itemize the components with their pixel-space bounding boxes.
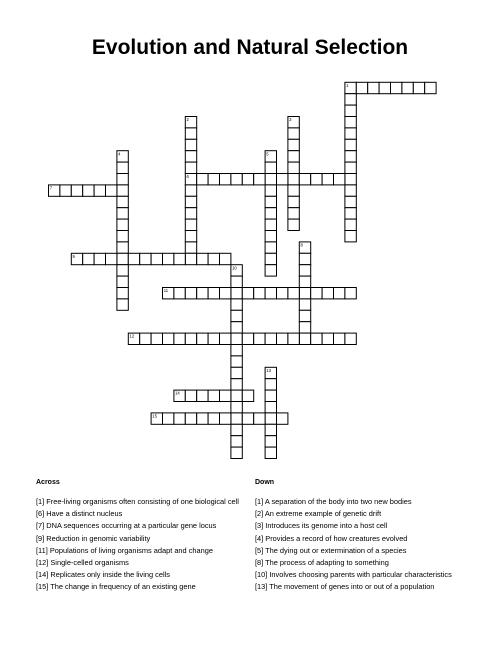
clue-text: The dying out or extermination of a species [263,545,407,555]
grid-cell[interactable] [220,174,231,185]
grid-number: 9 [72,253,75,259]
grid-number: 2 [186,117,189,123]
grid-cell[interactable] [265,390,276,401]
grid-cell[interactable] [220,288,231,299]
clue-number: [14] [36,570,49,580]
grid-number: 1 [346,82,349,88]
grid-number: 6 [186,174,189,180]
grid-cell[interactable] [265,174,276,185]
grid-cell[interactable] [185,128,196,139]
grid-cell[interactable] [288,185,299,196]
clue-text: The movement of genes into or out of a population [267,582,435,592]
grid-cell[interactable] [265,413,276,424]
grid-cell[interactable] [185,253,196,264]
grid-cell[interactable] [402,82,413,93]
grid-cell[interactable] [265,208,276,219]
grid-cell[interactable] [231,288,242,299]
grid-cell[interactable] [197,253,208,264]
grid-cell[interactable] [299,288,310,299]
down-clue [255,570,470,579]
grid-cell[interactable] [242,333,253,344]
grid-cell[interactable] [254,413,265,424]
grid-number: 3 [289,117,292,123]
grid-cell[interactable] [345,174,356,185]
grid-cell[interactable] [185,196,196,207]
grid-cell[interactable] [299,276,310,287]
grid-cell[interactable] [185,208,196,219]
down-clue [255,558,470,567]
across-clue [36,534,251,543]
grid-cell[interactable] [322,288,333,299]
grid-cell[interactable] [185,219,196,230]
grid-cell[interactable] [345,128,356,139]
clue-number: [12] [36,557,49,567]
grid-cell[interactable] [140,253,151,264]
down-clue [255,534,470,543]
grid-cell[interactable] [345,117,356,128]
grid-cell[interactable] [197,174,208,185]
clue-number: [2] [255,509,264,519]
clue-text: Reduction in genomic variability [44,533,151,543]
clue-text: The change in frequency of an existing gene [48,582,196,592]
grid-cell[interactable] [345,139,356,150]
clue-text: Introduces its genome into a host cell [263,521,388,531]
grid-cell[interactable] [174,413,185,424]
grid-cell[interactable] [356,82,367,93]
grid-number: 5 [266,151,269,157]
grid-cell[interactable] [117,185,128,196]
grid-cell[interactable] [265,253,276,264]
grid-cell[interactable] [277,174,288,185]
grid-cell[interactable] [117,162,128,173]
grid-cell[interactable] [299,253,310,264]
grid-cell[interactable] [151,253,162,264]
grid-cell[interactable] [220,253,231,264]
grid-cell[interactable] [345,185,356,196]
grid-cell[interactable] [265,242,276,253]
grid-cell[interactable] [231,379,242,390]
grid-cell[interactable] [311,174,322,185]
grid-cell[interactable] [117,265,128,276]
grid-cell[interactable] [265,333,276,344]
grid-cell[interactable] [311,288,322,299]
grid-cell[interactable] [345,105,356,116]
grid-cell[interactable] [265,219,276,230]
grid-cell[interactable] [117,174,128,185]
grid-cell[interactable] [345,208,356,219]
clue-number: [8] [255,557,264,567]
grid-cell[interactable] [231,356,242,367]
grid-cell[interactable] [117,208,128,219]
grid-cell[interactable] [265,185,276,196]
grid-cell[interactable] [163,253,174,264]
clue-number: [1] [36,497,45,506]
grid-cell[interactable] [151,333,162,344]
grid-cell[interactable] [117,242,128,253]
grid-cell[interactable] [265,424,276,435]
down-clue [255,521,470,530]
grid-cell[interactable] [288,174,299,185]
grid-number: 12 [129,333,135,339]
grid-cell[interactable] [265,447,276,458]
grid-cell[interactable] [220,413,231,424]
grid-cell[interactable] [208,413,219,424]
grid-cell[interactable] [288,128,299,139]
grid-cell[interactable] [185,139,196,150]
grid-cell[interactable] [185,333,196,344]
grid-cell[interactable] [265,379,276,390]
across-clue [36,497,251,506]
clue-number: [9] [36,533,45,543]
grid-cell[interactable] [83,185,94,196]
clue-text: The process of adapting to something [263,557,389,567]
across-clue [36,546,251,555]
grid-cell[interactable] [106,253,117,264]
grid-cell[interactable] [345,288,356,299]
grid-cell[interactable] [117,231,128,242]
grid-cell[interactable] [265,162,276,173]
grid-number: 14 [175,390,180,396]
grid-cell[interactable] [231,413,242,424]
clue-number: [6] [36,509,45,519]
clue-text: An extreme example of genetic drift [263,509,382,519]
grid-cell[interactable] [288,288,299,299]
down-clue-list [255,497,470,595]
grid-cell[interactable] [60,185,71,196]
grid-number: 4 [118,151,121,157]
grid-cell[interactable] [288,139,299,150]
grid-cell[interactable] [345,151,356,162]
grid-cell[interactable] [185,231,196,242]
grid-cell[interactable] [185,288,196,299]
grid-cell[interactable] [265,402,276,413]
grid-cell[interactable] [265,231,276,242]
grid-cell[interactable] [231,333,242,344]
clue-text: Provides a record of how creatures evolved [263,533,408,543]
grid-cell[interactable] [231,276,242,287]
grid-cell[interactable] [288,219,299,230]
across-clue [36,558,251,567]
grid-cell[interactable] [185,242,196,253]
grid-cell[interactable] [345,196,356,207]
grid-cell[interactable] [311,333,322,344]
clue-text: A separation of the body into two new bodies [263,497,412,506]
clue-number: [11] [36,545,48,555]
clue-text: DNA sequences occurring at a particular gene locus [44,521,217,531]
grid-cell[interactable] [277,333,288,344]
clue-number: [13] [255,582,268,592]
grid-cell[interactable] [231,345,242,356]
grid-cell[interactable] [242,413,253,424]
grid-cell[interactable] [231,322,242,333]
grid-cell[interactable] [299,299,310,310]
grid-cell[interactable] [231,424,242,435]
grid-cell[interactable] [185,390,196,401]
grid-cell[interactable] [208,333,219,344]
grid-cell[interactable] [128,253,139,264]
grid-cell[interactable] [220,333,231,344]
grid-cell[interactable] [185,185,196,196]
grid-cell[interactable] [94,253,105,264]
grid-cell[interactable] [117,219,128,230]
clue-text: Populations of living organisms adapt and change [47,545,213,555]
grid-cell[interactable] [288,196,299,207]
grid-cell[interactable] [71,185,82,196]
grid-cell[interactable] [174,253,185,264]
grid-cell[interactable] [231,310,242,321]
grid-cell[interactable] [345,162,356,173]
down-clue [255,582,470,591]
grid-cell[interactable] [208,288,219,299]
grid-cell[interactable] [288,208,299,219]
grid-cell[interactable] [94,185,105,196]
clue-text: Involves choosing parents with particular characteristics [267,570,452,580]
grid-cell[interactable] [288,333,299,344]
across-clue [36,521,251,530]
grid-cell[interactable] [288,162,299,173]
grid-cell[interactable] [379,82,390,93]
grid-cell[interactable] [220,390,231,401]
grid-cell[interactable] [299,310,310,321]
grid-cell[interactable] [288,151,299,162]
grid-cell[interactable] [117,288,128,299]
grid-cell[interactable] [242,288,253,299]
grid-cell[interactable] [322,333,333,344]
grid-cell[interactable] [299,174,310,185]
grid-cell[interactable] [231,174,242,185]
grid-cell[interactable] [163,333,174,344]
clue-text: Free-living organisms often consisting of one biological cell [44,497,239,506]
down-clue [255,509,470,518]
across-clue [36,582,251,591]
clue-number: [10] [255,570,268,580]
grid-cell[interactable] [425,82,436,93]
grid-cell[interactable] [277,413,288,424]
grid-cell[interactable] [83,253,94,264]
grid-cell[interactable] [117,196,128,207]
grid-cell[interactable] [391,82,402,93]
grid-cell[interactable] [208,390,219,401]
grid-cell[interactable] [197,390,208,401]
grid-cell[interactable] [299,322,310,333]
grid-cell[interactable] [368,82,379,93]
grid-cell[interactable] [334,333,345,344]
page-title: Evolution and Natural Selection [91,36,409,59]
across-clue [36,509,251,518]
grid-number: 8 [300,242,303,248]
grid-cell[interactable] [208,253,219,264]
clue-number: [5] [255,545,264,555]
grid-cell[interactable] [117,253,128,264]
clue-number: [7] [36,521,45,531]
grid-cell[interactable] [231,367,242,378]
grid-cell[interactable] [413,82,424,93]
grid-cell[interactable] [254,288,265,299]
clue-number: [1] [255,497,264,506]
grid-cell[interactable] [334,174,345,185]
clue-number: [15] [36,582,49,592]
grid-cell[interactable] [277,288,288,299]
across-clue [36,570,251,579]
grid-cell[interactable] [197,288,208,299]
grid-cell[interactable] [185,413,196,424]
grid-cell[interactable] [231,436,242,447]
grid-cell[interactable] [345,231,356,242]
grid-cell[interactable] [231,299,242,310]
clue-number: [3] [255,521,264,531]
grid-cell[interactable] [345,219,356,230]
clue-text: Single-celled organisms [48,557,129,567]
grid-cell[interactable] [117,299,128,310]
grid-cell[interactable] [242,174,253,185]
grid-cell[interactable] [197,413,208,424]
grid-cell[interactable] [185,162,196,173]
grid-number: 13 [266,367,271,373]
grid-cell[interactable] [265,265,276,276]
grid-cell[interactable] [334,288,345,299]
grid-cell[interactable] [174,333,185,344]
grid-cell[interactable] [345,94,356,105]
clue-text: Replicates only inside the living cells [48,570,170,580]
grid-cell[interactable] [254,174,265,185]
grid-cell[interactable] [322,174,333,185]
grid-cell[interactable] [265,436,276,447]
down-clue [255,497,470,506]
grid-cell[interactable] [299,333,310,344]
across-clue-list [36,497,251,595]
down-clue [255,546,470,555]
grid-cell[interactable] [265,288,276,299]
grid-cell[interactable] [185,151,196,162]
grid-cell[interactable] [265,196,276,207]
grid-number: 11 [163,288,169,294]
grid-cell[interactable] [242,390,253,401]
grid-cell[interactable] [106,185,117,196]
grid-cell[interactable] [163,413,174,424]
clue-text: Have a distinct nucleus [44,509,123,519]
down-heading: Down [255,479,275,486]
grid-cell[interactable] [208,174,219,185]
grid-cell[interactable] [299,265,310,276]
grid-cell[interactable] [197,333,208,344]
grid-number: 10 [232,265,237,271]
grid-cell[interactable] [231,402,242,413]
grid-number: 15 [152,413,157,419]
across-heading: Across [36,479,60,486]
clue-number: [4] [255,533,264,543]
grid-cell[interactable] [254,333,265,344]
grid-cell[interactable] [117,276,128,287]
grid-cell[interactable] [231,447,242,458]
grid-cell[interactable] [231,390,242,401]
grid-cell[interactable] [174,288,185,299]
grid-number: 7 [49,185,53,191]
grid-cell[interactable] [345,333,356,344]
grid-cell[interactable] [140,333,151,344]
